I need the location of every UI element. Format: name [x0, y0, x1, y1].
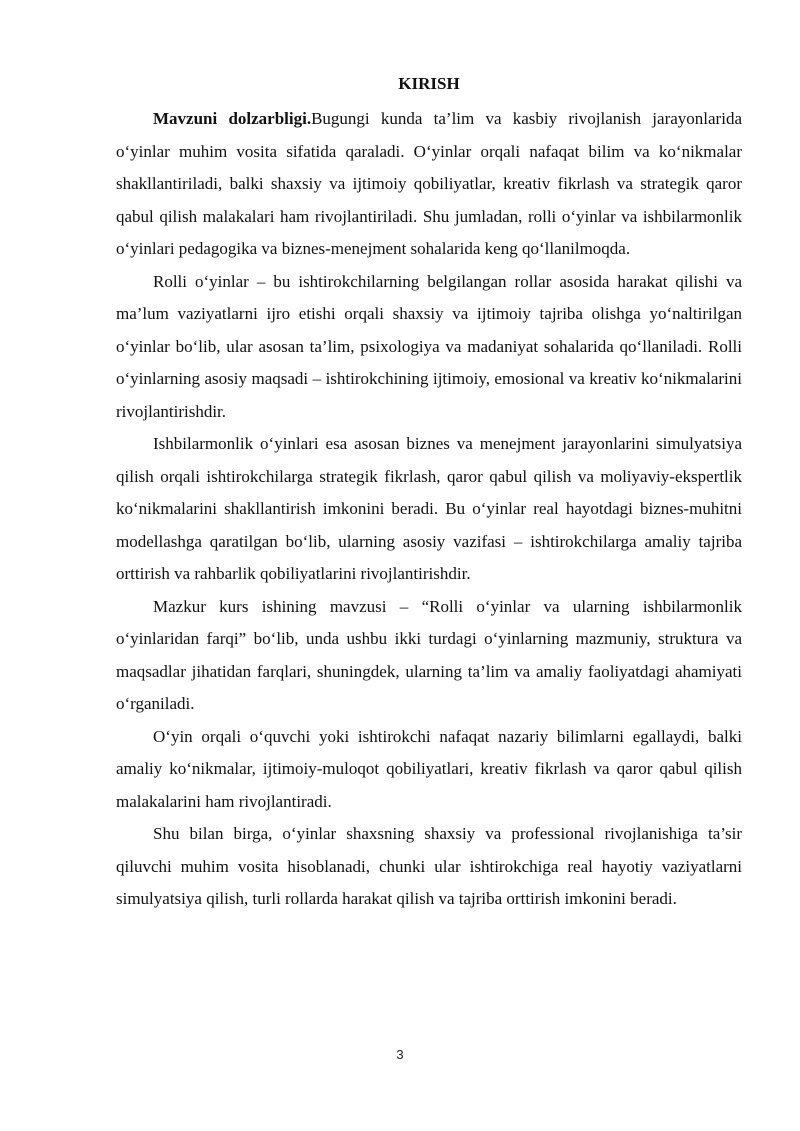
paragraph-relevance	[116, 103, 742, 266]
page-number: 3	[396, 1047, 404, 1062]
paragraph-business-games: Ishbilarmonlik o‘yinlari esa asosan biznes va menejment jarayonlarini simulyatsiya qilish orqali ishtirokchilarga strategik fikrlash, qaror qabul qilish va moliyaviy-ekspertlik ko‘nikmalarini shakllantirish imkonini beradi. Bu o‘yinlar real hayotdagi biznes-muhitni modellashga qaratilgan bo‘lib, ularning asosiy vazifasi – ishtirokchilarga amaliy tajriba orttirish va rahbarlik qobiliyatlarini rivojlantirishdir.	[116, 434, 742, 583]
paragraph-lead: Mavzuni dolzarbligi.	[153, 109, 312, 128]
page-title: KIRISH	[398, 74, 460, 93]
paragraph-learner-skills: O‘yin orqali o‘quvchi yoki ishtirokchi nafaqat nazariy bilimlarni egallaydi, balki amaliy ko‘nikmalar, ijtimoiy-muloqot qobiliyatlari, kreativ fikrlash va qaror qabul qilish malakalarini ham rivojlantiradi.	[116, 726, 742, 811]
paragraph-text: Bugungi kunda ta’lim va kasbiy rivojlanish jarayonlarida o‘yinlar muhim vosita sifatida qaraladi. O‘yinlar orqali nafaqat bilim va ko‘nikmalar shakllantiriladi, balki shaxsiy va ijtimoiy qobiliyatlar, kreativ fikrlash va strategik qaror qabul qilish malakalari ham rivojlantiriladi. Shu jumladan, rolli o‘yinlar va ishbilarmonlik o‘yinlari pedagogika va biznes-menejment sohalarida keng qo‘llanilmoqda.	[116, 109, 742, 258]
paragraph-role-games: Rolli o‘yinlar – bu ishtirokchilarning belgilangan rollar asosida harakat qilishi va ma’lum vaziyatlarni ijro etishi orqali shaxsiy va ijtimoiy tajriba olishga yo‘naltirilgan o‘yinlar bo‘lib, ular asosan ta’lim, psixologiya va madaniyat sohalarida qo‘llaniladi. Rolli o‘yinlarning asosiy maqsadi – ishtirokchining ijtimoiy, emosional va kreativ ko‘nikmalarini rivojlantirishdir.	[116, 271, 742, 421]
paragraph-course-topic: Mazkur kurs ishining mavzusi – “Rolli o‘yinlar va ularning ishbilarmonlik o‘yinlaridan farqi” bo‘lib, unda ushbu ikki turdagi o‘yinlarning mazmuniy, struktura va maqsadlar jihatidan farqlari, shuningdek, ularning ta’lim va amaliy faoliyatdagi ahamiyati o‘rganiladi.	[116, 596, 742, 713]
paragraph-development: Shu bilan birga, o‘yinlar shaxsning shaxsiy va professional rivojlanishiga ta’sir qiluvchi muhim vosita hisoblanadi, chunki ular ishtirokchiga real hayotiy vaziyatlarni simulyatsiya qilish, turli rollarda harakat qilish va tajriba orttirish imkonini beradi.	[116, 824, 742, 908]
document-page	[116, 73, 742, 916]
